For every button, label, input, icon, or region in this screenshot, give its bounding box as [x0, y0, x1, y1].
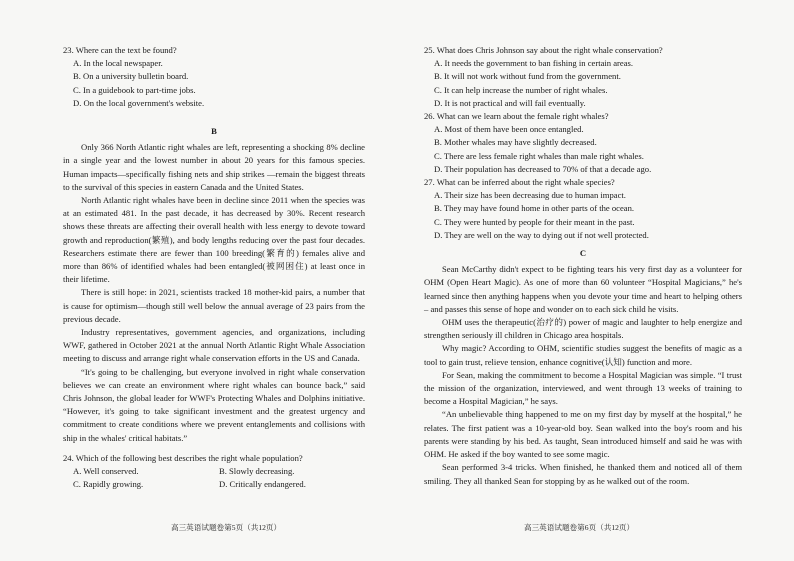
question-25-option-c: C. It can help increase the number of right whales. — [434, 84, 608, 95]
section-c-title: C — [579, 248, 587, 259]
question-27-text: 27. What can be inferred about the right whale species? — [424, 177, 615, 188]
passage-b-paragraph: Industry representatives, government agencies, and organizations, including WWF, gathered in October 2021 at the annual North Atlantic Right Whale Association meeting to discuss and arrange right whale conservation efforts in the US and Canada. — [63, 327, 365, 364]
question-23-option-d: D. On the local government's website. — [73, 97, 205, 108]
question-25-option-a: A. It needs the government to ban fishing in certain areas. — [434, 58, 634, 69]
passage-c-paragraph: “An unbelievable thing happened to me on my first day by myself at the hospital,” he relates. The first patient was a 10-year-old boy. Sean walked into the boy's room and his parents were standing by his bed. As taught, Sean introduced himself and said he was with OHM. He asked if the boy wanted to see some magic. — [424, 409, 742, 460]
passage-b-paragraph: There is still hope: in 2021, scientists tracked 18 mother-kid pairs, a number that is cause for optimism—though still well below the annual average of 23 pairs from the previous decade. — [63, 287, 365, 324]
question-27 — [424, 176, 742, 242]
question-26-option-d: D. Their population has decreased to 70% of that a decade ago. — [434, 163, 652, 174]
question-23-option-c: C. In a guidebook to part-time jobs. — [73, 84, 196, 95]
question-27-option-d: D. They are well on the way to dying out if not well protected. — [434, 229, 649, 240]
question-27-option-b: B. They may have found home in other parts of the ocean. — [434, 203, 635, 214]
passage-c-paragraph: Why magic? According to OHM, scientific studies suggest the benefits of magic as a tool to gain trust, relieve tension, enhance cognitive(认知) function and more. — [424, 343, 742, 367]
passage-c — [424, 263, 742, 487]
question-26-option-a: A. Most of them have been once entangled. — [434, 124, 584, 135]
question-23 — [63, 44, 365, 110]
question-24-option-a: A. Well conserved. — [73, 466, 139, 477]
question-26 — [424, 110, 742, 176]
question-26-option-c: C. There are less female right whales than male right whales. — [434, 150, 644, 161]
page-footer-left: 高三英语试题卷第5页（共12页） — [171, 523, 282, 532]
question-25-text: 25. What does Chris Johnson say about the right whale conservation? — [424, 45, 663, 55]
question-23-text: 23. Where can the text be found? — [63, 45, 177, 55]
right-column — [424, 44, 742, 488]
question-27-option-a: A. Their size has been decreasing due to human impact. — [434, 190, 626, 201]
question-24 — [63, 452, 365, 492]
passage-b-paragraph: Only 366 North Atlantic right whales are left, representing a shocking 8% decline in a single year and the lowest number in about 20 years for this famous species. Human impacts—specifically fishing nets and ship strikes —remain the biggest threats to the survival of this species in eastern Canada and the United States. — [63, 142, 365, 192]
section-b-title: B — [211, 126, 217, 137]
question-24-option-d: D. Critically endangered. — [219, 479, 306, 490]
passage-c-paragraph: Sean performed 3-4 tricks. When finished, he thanked them and noticed all of them smiling. They all thanked Sean for stopping by as he walked out of the room. — [424, 462, 742, 486]
passage-c-paragraph: For Sean, making the commitment to become a Hospital Magician was simple. “I trust the mission of the organization, interviewed, and went through 13 weeks of training to become a Hospital Magician,” he says. — [424, 369, 742, 407]
question-25-option-b: B. It will not work without fund from the government. — [434, 71, 621, 82]
question-26-text: 26. What can we learn about the female right whales? — [424, 111, 609, 122]
passage-b-paragraph: “It's going to be challenging, but everyone involved in right whale conservation believes we can create an environment where right whales can bounce back,” said Chris Johnson, the global leader for WWF's Protecting Whales and Dolphins initiative. “However, it's going to take significant investment and the greatest urgency and commitment to create conditions where we prevent entanglements and collisions with ship in the whales' critical habitats.” — [63, 366, 365, 443]
question-23-option-b: B. On a university bulletin board. — [73, 71, 189, 82]
passage-b — [63, 141, 365, 445]
page-footer-right: 高三英语试题卷第6页（共12页） — [524, 523, 635, 532]
question-24-text: 24. Which of the following best describes the right whale population? — [63, 452, 303, 463]
left-column — [63, 44, 365, 492]
question-24-option-c: C. Rapidly growing. — [73, 479, 144, 490]
passage-c-paragraph: OHM uses the therapeutic(治疗的) power of magic and laughter to help energize and strengthen seriously ill children in Chicago area hospitals. — [424, 317, 742, 341]
question-27-option-c: C. They were hunted by people for their meant in the past. — [434, 216, 635, 227]
passage-c-paragraph: Sean McCarthy didn't expect to be fighting tears his very first day as a volunteer for OHM (Open Heart Magic). As one of more than 60 volunteer “Hospital Magicians,” he's learned since then anything happens when you devote your time and heart to helping others – and passes this sense of hope and wonder on to each sick child he visits. — [424, 264, 742, 314]
question-25-option-d: D. It is not practical and will fail eventually. — [434, 97, 586, 108]
question-26-option-b: B. Mother whales may have slightly decreased. — [434, 137, 597, 148]
question-23-option-a: A. In the local newspaper. — [73, 58, 163, 69]
question-24-option-b: B. Slowly decreasing. — [219, 466, 295, 477]
passage-b-paragraph: North Atlantic right whales have been in decline since 2011 when the species was at an estimated 481. In the past decade, it has decreased by 30%. Recent research shows these threats are affecting their overall health with less energy to devote toward growth and reproduction(繁殖), and body lengths reducing over the past four decades. Researchers estimate there are fewer than 100 breeding(繁育的) females alive and more than 86% of identified whales had been entangled(被网困住) at least once in their lifetime. — [63, 195, 365, 285]
question-25 — [424, 44, 742, 110]
